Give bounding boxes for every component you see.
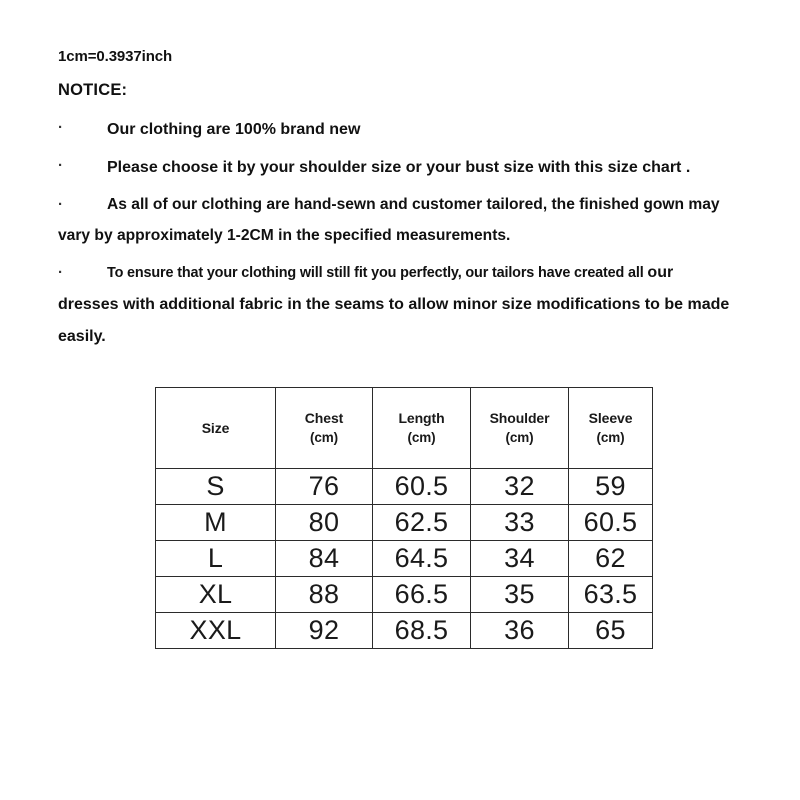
notice-bullet-value-2: Please choose it by your shoulder size or your bust size with this size chart . xyxy=(107,159,691,176)
notice-bullet-text-1 xyxy=(58,112,748,148)
table-row xyxy=(156,613,653,649)
notice-bullet-text-3 xyxy=(58,189,748,251)
table-row xyxy=(156,469,653,505)
cell-sleeve: 60.5 xyxy=(569,505,653,541)
notice-bullet-value-3: As all of our clothing are hand-sewn and customer tailored, the finished gown may vary by approximately 1-2CM in the specified measurements. xyxy=(58,196,720,244)
column-header-sleeve-label: Sleeve xyxy=(588,409,633,426)
cell-length: 64.5 xyxy=(373,541,471,577)
cell-chest: 88 xyxy=(276,577,373,613)
notice-bullet-item-4 xyxy=(58,257,748,353)
notice-bullet-item-1 xyxy=(58,112,748,148)
column-header-shoulder xyxy=(471,388,569,469)
size-chart-body xyxy=(156,469,653,649)
column-header-chest-label: Chest xyxy=(304,409,344,426)
cell-length: 62.5 xyxy=(373,505,471,541)
cell-chest: 76 xyxy=(276,469,373,505)
cell-size: XL xyxy=(156,577,276,613)
column-header-sleeve xyxy=(569,388,653,469)
size-chart-table xyxy=(155,387,653,649)
cell-sleeve: 63.5 xyxy=(569,577,653,613)
cell-shoulder: 36 xyxy=(471,613,569,649)
notice-heading: NOTICE: xyxy=(58,81,128,99)
table-header-row xyxy=(156,388,653,469)
column-header-size-label: Size xyxy=(201,419,230,436)
notice-bullet-text-4 xyxy=(58,257,730,353)
column-header-chest-unit: (cm) xyxy=(309,429,339,445)
notice-bullet-item-3 xyxy=(58,189,748,251)
bullet-icon: · xyxy=(58,119,63,136)
cell-size: L xyxy=(156,541,276,577)
size-chart-container xyxy=(155,387,652,649)
cell-shoulder: 35 xyxy=(471,577,569,613)
cell-length: 60.5 xyxy=(373,469,471,505)
cell-shoulder: 33 xyxy=(471,505,569,541)
column-header-chest xyxy=(276,388,373,469)
notice-block xyxy=(58,42,748,353)
notice-bullet-value-1: Our clothing are 100% brand new xyxy=(107,121,361,138)
table-row xyxy=(156,505,653,541)
column-header-length xyxy=(373,388,471,469)
cell-size: S xyxy=(156,469,276,505)
cell-chest: 92 xyxy=(276,613,373,649)
cell-shoulder: 32 xyxy=(471,469,569,505)
bullet-icon: · xyxy=(58,157,63,174)
cell-shoulder: 34 xyxy=(471,541,569,577)
cell-length: 66.5 xyxy=(373,577,471,613)
column-header-shoulder-unit: (cm) xyxy=(505,429,534,445)
bullet-icon: · xyxy=(58,264,63,281)
column-header-sleeve-unit: (cm) xyxy=(596,429,625,445)
cell-size: XXL xyxy=(156,613,276,649)
cell-sleeve: 65 xyxy=(569,613,653,649)
table-row xyxy=(156,577,653,613)
column-header-length-unit: (cm) xyxy=(407,429,436,445)
cell-length: 68.5 xyxy=(373,613,471,649)
notice-bullet-value-4-emph: our dresses with additional fabric in the seams to allow minor size modifications to be made easily. xyxy=(58,264,730,345)
column-header-shoulder-label: Shoulder xyxy=(489,409,550,426)
table-row xyxy=(156,541,653,577)
notice-bullet-text-2 xyxy=(58,150,748,186)
cell-sleeve: 62 xyxy=(569,541,653,577)
notice-bullet-value-4-lead: To ensure that your clothing will still fit you perfectly, our tailors have created all xyxy=(107,265,648,281)
column-header-length-label: Length xyxy=(398,409,445,426)
cell-chest: 80 xyxy=(276,505,373,541)
notice-bullet-item-2 xyxy=(58,150,748,186)
unit-conversion-text: 1cm=0.3937inch xyxy=(58,48,173,65)
size-chart-header xyxy=(156,388,653,469)
cell-size: M xyxy=(156,505,276,541)
column-header-size xyxy=(156,388,276,469)
cell-chest: 84 xyxy=(276,541,373,577)
cell-sleeve: 59 xyxy=(569,469,653,505)
bullet-icon: · xyxy=(58,196,63,213)
